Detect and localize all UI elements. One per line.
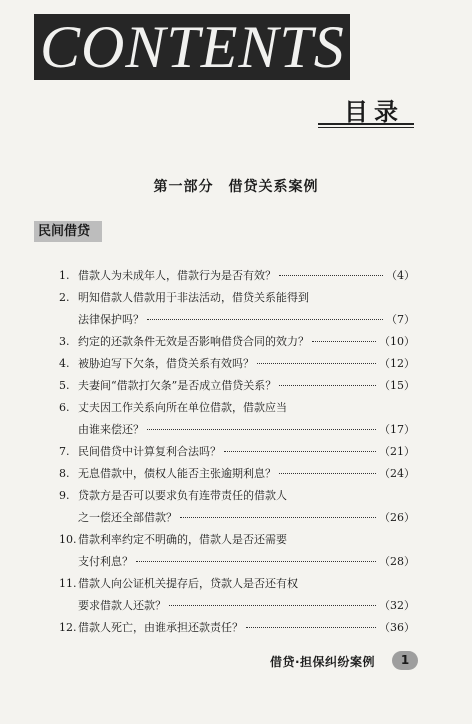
toc-entry[interactable] (59, 397, 415, 441)
toc-entry-number: 8. (59, 467, 70, 480)
toc-entry-number: 6. (59, 401, 70, 414)
toc-entry-text: 夫妻间“借款打欠条”是否成立借贷关系？ (78, 379, 277, 392)
toc-entry[interactable] (59, 441, 415, 463)
toc-entry-text: 之一偿还全部借款？ (78, 511, 177, 524)
dot-leader (246, 626, 376, 628)
toc-entry-number: 9. (59, 489, 70, 502)
toc-page-number: （21） (379, 445, 415, 458)
toc-entry-line (59, 331, 415, 353)
toc-entry-text: 明知借款人借款用于非法活动，借贷关系能得到 (78, 291, 309, 304)
toc-page-number: （4） (386, 269, 415, 282)
toc-entry-text: 无息借款中，债权人能否主张逾期利息？ (78, 467, 276, 480)
toc-page-number: （10） (379, 335, 415, 348)
dot-leader (312, 340, 376, 342)
toc-entry[interactable] (59, 573, 415, 617)
dot-leader (279, 472, 376, 474)
toc-entry[interactable] (59, 353, 415, 375)
toc-entry-number: 10. (59, 533, 77, 546)
toc-entry-text: 法律保护吗？ (78, 313, 144, 326)
toc-list (59, 265, 415, 639)
toc-entry-line (59, 265, 415, 287)
toc-entry-line (59, 353, 415, 375)
toc-entry-text: 借款人死亡，由谁承担还款责任？ (78, 621, 243, 634)
toc-entry-text: 丈夫因工作关系向所在单位借款，借款应当 (78, 401, 287, 414)
toc-entry-line (59, 463, 415, 485)
toc-entry[interactable] (59, 287, 415, 331)
title-rule (318, 123, 414, 125)
toc-entry-line (59, 309, 415, 331)
banner-text: CONTENTS (40, 14, 345, 80)
part-title: 第一部分 借贷关系案例 (153, 179, 319, 195)
toc-page-number: （15） (379, 379, 415, 392)
toc-page-number: （32） (379, 599, 415, 612)
toc-entry-line (59, 551, 415, 573)
toc-entry-text: 要求借款人还款？ (78, 599, 166, 612)
toc-page-number: （36） (379, 621, 415, 634)
toc-entry-number: 4. (59, 357, 70, 370)
toc-entry-line (59, 419, 415, 441)
toc-entry-text: 借款人为未成年人，借款行为是否有效？ (78, 269, 276, 282)
toc-entry-line (59, 287, 415, 309)
toc-entry-number: 1. (59, 269, 70, 282)
toc-entry-line (59, 485, 415, 507)
footer-book-title: 借贷·担保纠纷案例 (270, 655, 376, 669)
toc-entry-number: 2. (59, 291, 70, 304)
toc-entry-text: 借款人向公证机关提存后，贷款人是否还有权 (78, 577, 298, 590)
toc-entry-text: 被胁迫写下欠条，借贷关系有效吗？ (78, 357, 254, 370)
toc-entry-line (59, 441, 415, 463)
toc-entry[interactable] (59, 617, 415, 639)
toc-heading (318, 92, 414, 132)
dot-leader (180, 516, 376, 518)
toc-entry-line (59, 397, 415, 419)
toc-page-number: （12） (379, 357, 415, 370)
toc-entry[interactable] (59, 463, 415, 485)
toc-title: 目录 (344, 98, 404, 126)
toc-page-number: （26） (379, 511, 415, 524)
toc-page-number: （7） (386, 313, 415, 326)
toc-entry-text: 支付利息？ (78, 555, 133, 568)
toc-entry-text: 借款利率约定不明确的，借款人是否还需要 (78, 533, 287, 546)
section-label: 民间借贷 (34, 221, 102, 242)
dot-leader (279, 384, 376, 386)
title-rule-thin (318, 127, 414, 128)
dot-leader (224, 450, 376, 452)
toc-entry-line (59, 573, 415, 595)
toc-entry[interactable] (59, 529, 415, 573)
toc-page-number: （17） (379, 423, 415, 436)
toc-entry[interactable] (59, 331, 415, 353)
toc-entry-number: 11. (59, 577, 77, 590)
toc-entry-text: 约定的还款条件无效是否影响借贷合同的效力？ (78, 335, 309, 348)
toc-entry-line (59, 375, 415, 397)
toc-entry-number: 12. (59, 621, 77, 634)
dot-leader (147, 318, 383, 320)
dot-leader (169, 604, 376, 606)
contents-banner (34, 14, 350, 80)
toc-page-number: （28） (379, 555, 415, 568)
dot-leader (279, 274, 383, 276)
toc-entry-text: 贷款方是否可以要求负有连带责任的借款人 (78, 489, 287, 502)
dot-leader (147, 428, 376, 430)
toc-entry-number: 3. (59, 335, 70, 348)
toc-entry-line (59, 529, 415, 551)
page-number-badge: 1 (392, 651, 418, 670)
toc-entry-line (59, 617, 415, 639)
toc-entry-line (59, 507, 415, 529)
toc-entry[interactable] (59, 485, 415, 529)
toc-entry-text: 由谁来偿还？ (78, 423, 144, 436)
toc-entry[interactable] (59, 265, 415, 287)
toc-entry-text: 民间借贷中计算复利合法吗？ (78, 445, 221, 458)
dot-leader (136, 560, 376, 562)
toc-entry-line (59, 595, 415, 617)
dot-leader (257, 362, 376, 364)
toc-entry[interactable] (59, 375, 415, 397)
toc-entry-number: 7. (59, 445, 70, 458)
toc-entry-number: 5. (59, 379, 70, 392)
toc-page-number: （24） (379, 467, 415, 480)
